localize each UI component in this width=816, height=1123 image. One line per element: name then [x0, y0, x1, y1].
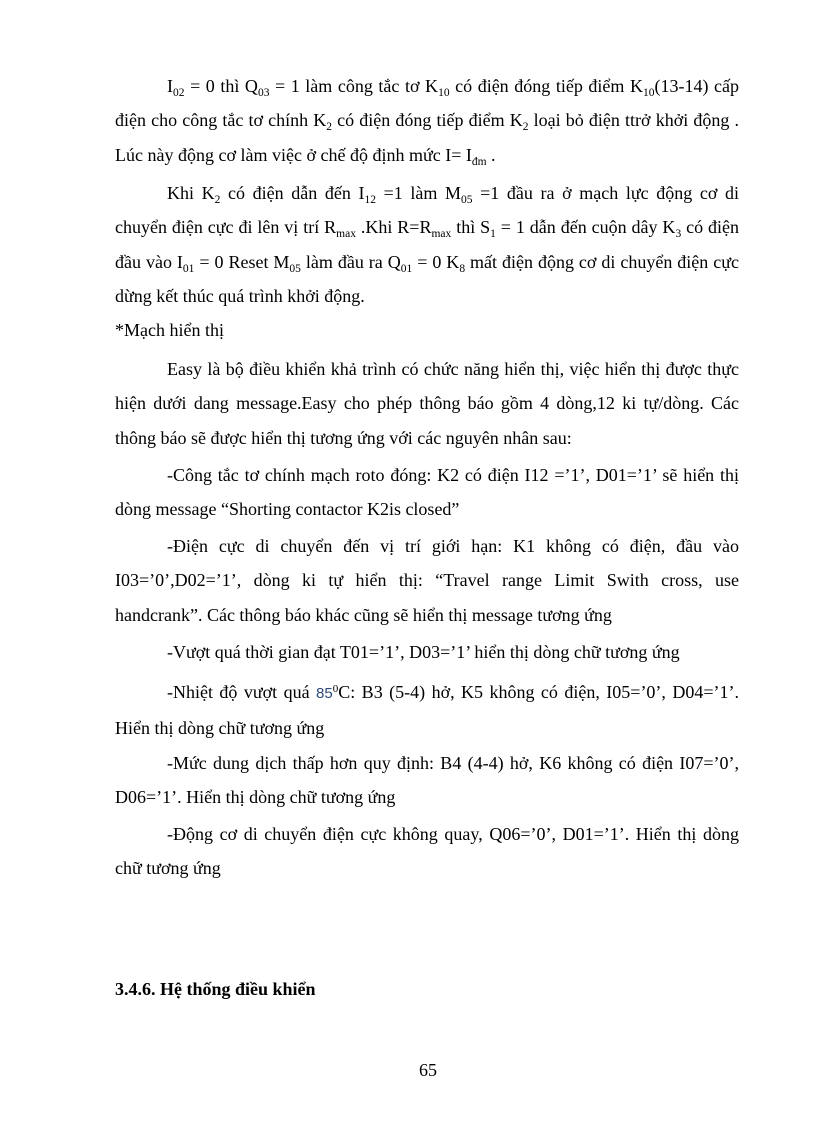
paragraph-electrode-movement: Khi $K_2$ có điện dẫn đến $I_{12} =1$ làm $M_{05} =1$ đầu ra ở mạch lực động cơ di chuyển điện cực đi lên vị trí $R_{max}$ .Khi $R=R_{max}$ thì $S_1 = 1$ dẫn đến cuộn dây $K_3$ có điện đầu vào $I_{01} = 0$ Reset $M_{05}$ làm đầu ra $Q_{01} = 0$ $K_8$ mất điện động cơ di chuyển điện cực dừng kết thúc quá trình khởi động.: [115, 183, 740, 306]
paragraph-message-temperature: -Nhiệt độ vượt quá $85^0C$: B3 (5-4) hở, K5 không có điện, I05=’0’, D04=’1’. Hiển thị dòng chữ tương ứng: [115, 682, 740, 739]
paragraph-message-motor: -Động cơ di chuyển điện cực không quay, Q06=’0’, D01=’1’. Hiển thị dòng chữ tương ứng: [115, 824, 739, 879]
paragraph-message-k2: -Công tắc tơ chính mạch roto đóng: K2 có điện I12 =’1’, D01=’1’ sẽ hiển thị dòng message “Shorting contactor K2is closed”: [115, 465, 739, 520]
paragraph-message-level: -Mức dung dịch thấp hơn quy định: B4 (4-4) hở, K6 không có điện I07=’0’, D06=’1’. Hiển thị dòng chữ tương ứng: [115, 753, 739, 808]
paragraph-easy-display: Easy là bộ điều khiển khả trình có chức năng hiển thị, việc hiển thị được thực hiện dưới dang message.Easy cho phép thông báo gồm 4 dòng,12 ki tự/dòng. Các thông báo sẽ được hiển thị tương ứng với các nguyên nhân sau:: [115, 359, 739, 448]
paragraph-contactor-k10: $I_{02} = 0$ thì $Q_{03} = 1$ làm công tắc tơ $K_{10}$ có điện đóng tiếp điểm $K_{10}(13-14)$ cấp điện cho công tắc tơ chính $K_2$ có điện đóng tiếp điểm $K_2$ loại bỏ điện ttrở khởi động . Lúc này động cơ làm việc ở chế độ định mức $I= I_{đm}$ .: [115, 76, 739, 168]
page-number: 65: [419, 1060, 437, 1080]
section-heading: 3.4.6. Hệ thống điều khiển: [115, 979, 316, 999]
paragraph-message-limit: -Điện cực di chuyển đến vị trí giới hạn: K1 không có điện, đầu vào I03=’0’,D02=’1’, dòng ki tự hiển thị: “Travel range Limit Swith cross, use handcrank”. Các thông báo khác cũng sẽ hiển thị message tương ứng: [115, 536, 739, 625]
paragraph-message-timeout: -Vượt quá thời gian đạt T01=’1’, D03=’1’ hiển thị dòng chữ tương ứng: [167, 642, 680, 662]
section-label-display-circuit: *Mạch hiển thị: [115, 320, 224, 340]
temperature-value: 85: [316, 685, 333, 702]
